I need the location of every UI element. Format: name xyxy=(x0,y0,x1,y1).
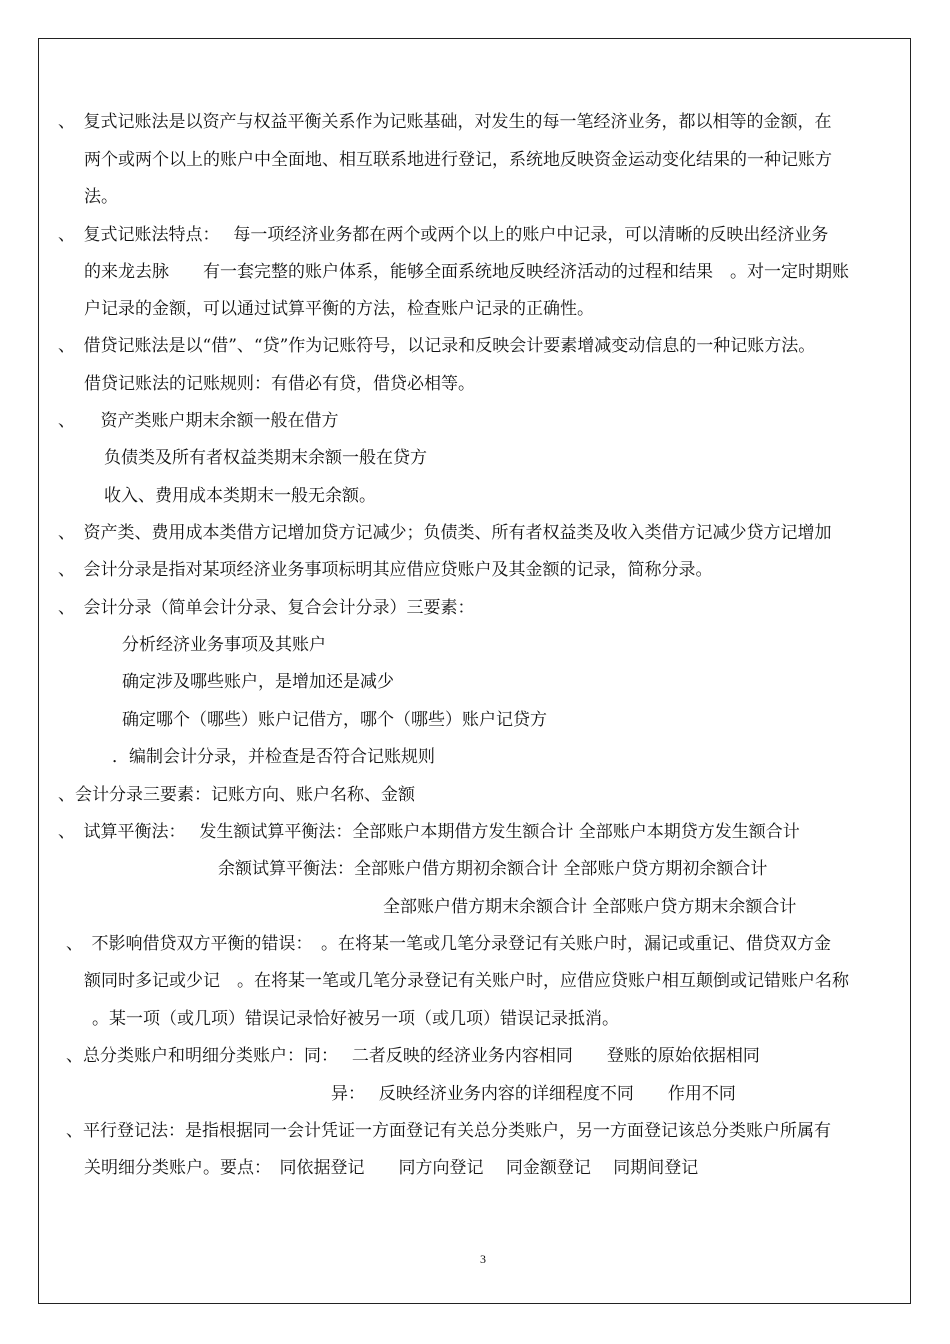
text-line: 。某一项（或几项）错误记录恰好被另一项（或几项）错误记录抵消。 xyxy=(92,1009,619,1029)
text-line: 户记录的金额，可以通过试算平衡的方法，检查账户记录的正确性。 xyxy=(84,299,594,319)
text-line: 借贷记账法的记账规则：有借必有贷，借贷必相等。 xyxy=(84,374,475,394)
text-line: 、 会计分录（简单会计分录、复合会计分录）三要素： xyxy=(58,598,475,618)
text-line: 法。 xyxy=(84,187,118,207)
text-line: 负债类及所有者权益类期末余额一般在贷方 xyxy=(104,448,427,468)
text-line: 、总分类账户和明细分类账户：同： 二者反映的经济业务内容相同 登账的原始依据相同 xyxy=(66,1046,760,1066)
text-line: 、 资产类账户期末余额一般在借方 xyxy=(58,411,339,431)
text-line: 、 不影响借贷双方平衡的错误： 。在将某一笔或几笔分录登记有关账户时，漏记或重记、借贷双方金 xyxy=(66,934,831,954)
text-line: 余额试算平衡法：全部账户借方期初余额合计 全部账户贷方期初余额合计 xyxy=(218,859,768,879)
text-line: 全部账户借方期末余额合计 全部账户贷方期末余额合计 xyxy=(383,897,797,917)
text-line: 异： 反映经济业务内容的详细程度不同 作用不同 xyxy=(331,1084,736,1104)
text-line: 、 资产类、费用成本类借方记增加贷方记减少；负债类、所有者权益类及收入类借方记减少贷方记增加 xyxy=(58,523,832,543)
text-line: 、 借贷记账法是以“借”、“贷”作为记账符号，以记录和反映会计要素增减变动信息的一种记账方法。 xyxy=(58,336,816,356)
text-line: 、 复式记账法特点： 每一项经济业务都在两个或两个以上的账户中记录，可以清晰的反映出经济业务 xyxy=(58,225,829,245)
text-line: 收入、费用成本类期末一般无余额。 xyxy=(104,486,376,506)
text-line: 两个或两个以上的账户中全面地、相互联系地进行登记，系统地反映资金运动变化结果的一种记账方 xyxy=(84,150,832,170)
text-line: 、 复式记账法是以资产与权益平衡关系作为记账基础，对发生的每一笔经济业务，都以相等的金额，在 xyxy=(58,112,832,132)
text-line: 、会计分录三要素：记账方向、账户名称、金额 xyxy=(58,785,415,805)
text-line: 关明细分类账户。要点： 同依据登记 同方向登记 同金额登记 同期间登记 xyxy=(84,1158,699,1178)
text-line: 确定哪个（哪些）账户记借方，哪个（哪些）账户记贷方 xyxy=(122,710,547,730)
text-line: 确定涉及哪些账户，是增加还是减少 xyxy=(122,672,394,692)
page-number: 3 xyxy=(480,1252,486,1266)
text-line: 的来龙去脉 有一套完整的账户体系，能够全面系统地反映经济活动的过程和结果 。对一定时期账 xyxy=(84,262,849,282)
text-line: 、 试算平衡法： 发生额试算平衡法：全部账户本期借方发生额合计 全部账户本期贷方发生额合计 xyxy=(58,822,800,842)
text-line: 、 会计分录是指对某项经济业务事项标明其应借应贷账户及其金额的记录，简称分录。 xyxy=(58,560,713,580)
text-line: 额同时多记或少记 。在将某一笔或几笔分录登记有关账户时，应借应贷账户相互颠倒或记错账户名称 xyxy=(84,971,849,991)
text-line: 分析经济业务事项及其账户 xyxy=(122,635,326,655)
text-line: 、平行登记法：是指根据同一会计凭证一方面登记有关总分类账户，另一方面登记该总分类账户所属有 xyxy=(66,1121,831,1141)
text-line: ．编制会计分录，并检查是否符合记账规则 xyxy=(112,747,435,767)
